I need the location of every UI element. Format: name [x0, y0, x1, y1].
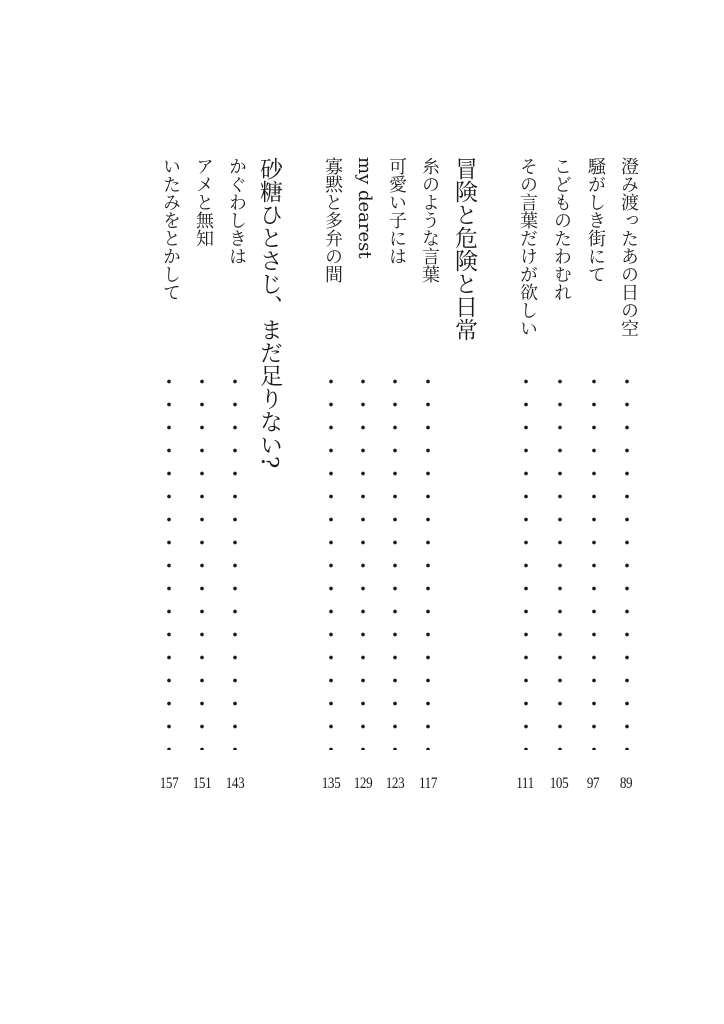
toc-entry-title: 可愛い子には — [386, 157, 407, 265]
toc-page-number: 129 — [353, 775, 373, 792]
toc-leader-dots — [167, 370, 171, 750]
toc-entry-title: my dearest — [354, 157, 375, 259]
toc-page-number: 151 — [192, 775, 212, 792]
toc-page-number: 157 — [159, 775, 179, 792]
toc-entry-title: アメと無知 — [193, 157, 214, 247]
toc-page-number: 97 — [586, 775, 600, 792]
toc-leader-dots — [426, 370, 430, 750]
toc-entry-title: かぐわしきは — [226, 157, 247, 265]
toc-page-number: 105 — [549, 775, 569, 792]
toc-entry-title: 寡黙と多弁の間 — [322, 157, 343, 283]
section-heading: 砂糖ひとさじ、まだ足りない? — [256, 157, 282, 469]
toc-leader-dots — [592, 370, 596, 750]
toc-entry-title: 糸のような言葉 — [419, 157, 440, 283]
section-heading: 冒険と危険と日常 — [451, 157, 477, 341]
toc-page-number: 111 — [516, 775, 534, 792]
toc-entry-title: その言葉だけが欲しい — [517, 157, 538, 337]
toc-leader-dots — [625, 370, 629, 750]
toc-leader-dots — [558, 370, 562, 750]
toc-leader-dots — [524, 370, 528, 750]
toc-leader-dots — [393, 370, 397, 750]
toc-leader-dots — [361, 370, 365, 750]
toc-entry-title: 騒がしき街にて — [585, 157, 606, 283]
toc-page-number: 143 — [225, 775, 245, 792]
toc-page-number: 117 — [419, 775, 437, 792]
toc-entry-title: 澄み渡ったあの日の空 — [618, 157, 639, 337]
toc-leader-dots — [233, 370, 237, 750]
toc-leader-dots — [200, 370, 204, 750]
toc-entry-title: こどものたわむれ — [551, 157, 572, 301]
toc-page-number: 135 — [321, 775, 341, 792]
toc-entry-title: いたみをとかして — [160, 157, 181, 301]
toc-leader-dots — [329, 370, 333, 750]
toc-page-number: 89 — [619, 775, 633, 792]
toc-page-number: 123 — [385, 775, 405, 792]
